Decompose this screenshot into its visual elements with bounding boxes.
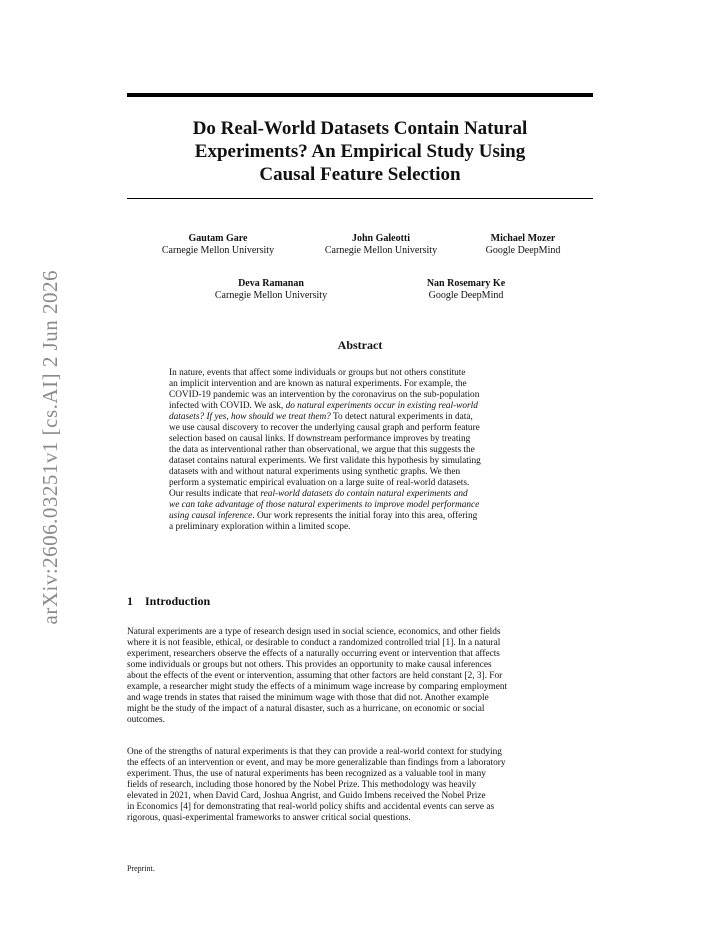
paragraph-line: elevated in 2021, when David Card, Joshua Angrist, and Guido Imbens received the Nobel Prize: [127, 791, 486, 801]
abstract-body: [169, 368, 552, 533]
abstract-line: a preliminary exploration within a limited scope.: [169, 522, 351, 532]
paragraph-line: the effects of an intervention or event, and may be more generalizable than findings from a laboratory: [127, 758, 506, 768]
author-block: [150, 233, 286, 257]
abstract-line: selection based on causal links. If downstream performance improves by treating: [169, 434, 471, 444]
author-name: Deva Ramanan: [238, 278, 304, 289]
abstract-text: infected with COVID. We ask,: [169, 401, 286, 411]
abstract-line: [169, 489, 552, 500]
paragraph-line: rigorous, quasi-experimental frameworks to answer critical social questions.: [127, 813, 411, 823]
author-block: [203, 278, 339, 302]
arxiv-identifier: arXiv:2606.03251v1 [cs.AI] 2 Jun 2026: [38, 270, 62, 625]
author-affiliation: Carnegie Mellon University: [161, 245, 275, 256]
paragraph-line: outcomes.: [127, 715, 165, 725]
author-block: [472, 233, 574, 257]
preprint-footer: Preprint.: [127, 864, 155, 873]
abstract-line: dataset contains natural experiments. We first validate this hypothesis by simulating: [169, 456, 481, 466]
abstract-line: perform a systematic empirical evaluation on a large suite of real-world datasets.: [169, 478, 470, 488]
section-number: 1: [127, 594, 133, 608]
title-line: Experiments? An Empirical Study Using: [194, 141, 526, 162]
abstract-line: [169, 401, 552, 412]
abstract-emphasis: using causal inference: [169, 511, 253, 521]
paragraph-line: some individuals or groups but not others. This provides an opportunity to make causal inferences: [127, 660, 492, 670]
paragraph-line: Natural experiments are a type of research design used in social science, economics, and other fields: [127, 627, 501, 637]
title-top-rule: [127, 93, 593, 97]
paper-title: [127, 117, 593, 186]
title-line: Causal Feature Selection: [259, 164, 461, 185]
paragraph-line: fields of research, including those honored by the Nobel Prize. This methodology was heavily: [127, 780, 477, 790]
title-bottom-rule: [127, 198, 593, 199]
paragraph-line: experiment. Thus, the use of natural experiments has been recognized as a valuable tool in many: [127, 769, 486, 779]
author-affiliation: Google DeepMind: [428, 290, 504, 301]
abstract-emphasis: datasets? If yes, how should we treat them?: [169, 412, 331, 422]
paragraph-line: where it is not feasible, ethical, or desirable to conduct a randomized controlled trial [1]. In a natural: [127, 638, 501, 648]
author-affiliation: Google DeepMind: [485, 245, 561, 256]
abstract-heading: Abstract: [337, 338, 383, 352]
paragraph-line: and wage trends in states that raised the minimum wage with those that did not. Another example: [127, 693, 489, 703]
author-name: Nan Rosemary Ke: [426, 278, 506, 289]
abstract-emphasis: do natural experiments occur in existing real-world: [285, 401, 478, 411]
paragraph-line: in Economics [4] for demonstrating that real-world policy shifts and accidental events can serve as: [127, 802, 495, 812]
body-paragraph: [127, 627, 597, 726]
abstract-line: we use causal discovery to recover the underlying causal graph and perform feature: [169, 423, 480, 433]
abstract-line: [169, 511, 552, 522]
abstract-line: datasets with and without natural experiments using synthetic graphs. We then: [169, 467, 461, 477]
author-name: Michael Mozer: [490, 233, 556, 244]
paragraph-line: might be the study of the impact of a natural disaster, such as a hurricane, on economic or social: [127, 704, 485, 714]
paragraph-line: example, a researcher might study the effects of a minimum wage increase by comparing employment: [127, 682, 508, 692]
author-name: Gautam Gare: [188, 233, 248, 244]
paragraph-line: about the effects of the event or intervention, assuming that other factors are held constant [2, 3]. For: [127, 671, 503, 681]
abstract-text: To detect natural experiments in data,: [330, 412, 473, 422]
abstract-text: . Our work represents the initial foray into this area, offering: [252, 511, 478, 521]
abstract-line: an implicit intervention and are known as natural experiments. For example, the: [169, 379, 467, 389]
author-block: [313, 233, 449, 257]
abstract-line: we can take advantage of those natural experiments to improve model performance: [169, 500, 480, 510]
abstract-line: In nature, events that affect some individuals or groups but not others constitute: [169, 368, 466, 378]
author-affiliation: Carnegie Mellon University: [324, 245, 438, 256]
author-name: John Galeotti: [351, 233, 411, 244]
abstract-line: [169, 412, 552, 423]
paragraph-line: One of the strengths of natural experiments is that they can provide a real-world context for studying: [127, 747, 502, 757]
abstract-line: the data as interventional rather than observational, we argue that this suggests the: [169, 445, 475, 455]
section-heading: [127, 594, 210, 609]
abstract-emphasis: real-world datasets do contain natural experiments and: [260, 489, 468, 499]
author-block: [415, 278, 517, 302]
abstract-text: Our results indicate that: [169, 489, 261, 499]
body-paragraph: [127, 747, 597, 824]
author-affiliation: Carnegie Mellon University: [214, 290, 328, 301]
paragraph-line: experiment, researchers observe the effects of a naturally occurring event or intervention that affects: [127, 649, 500, 659]
title-line: Do Real-World Datasets Contain Natural: [192, 118, 528, 139]
abstract-line: COVID-19 pandemic was an intervention by the coronavirus on the sub-population: [169, 390, 480, 400]
section-title: Introduction: [145, 594, 211, 608]
